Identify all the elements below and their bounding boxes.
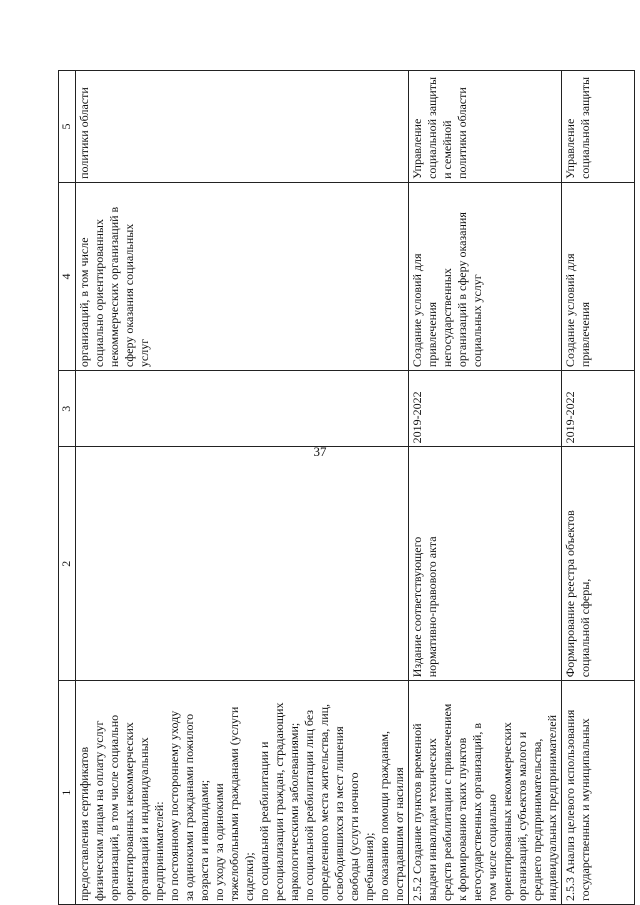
table-row (562, 71, 635, 905)
table-cell (562, 71, 635, 183)
table-cell (409, 447, 562, 681)
table-cell (562, 182, 635, 370)
cell-text: Создание условий для привлечения негосударственных организаций в сферу оказания социальных услуг (410, 212, 484, 368)
table-cell (409, 182, 562, 370)
cell-text: 2019-2022 (563, 391, 577, 444)
measures-table (58, 70, 635, 905)
table-cell (76, 447, 409, 681)
cell-text: Формирование реестра объектов социальной сферы, (563, 510, 592, 678)
cell-text: политики области (77, 87, 91, 179)
table-row (409, 71, 562, 905)
rotated-table-container (58, 70, 620, 905)
cell-text: 2019-2022 (410, 391, 424, 444)
table-row (76, 71, 409, 905)
table-header-row (59, 71, 76, 905)
column-header: 1 (59, 681, 76, 905)
cell-text: Управление социальной защиты и семейной политики области (410, 76, 469, 179)
table-cell (409, 71, 562, 183)
cell-text: организаций, в том числе социально ориентированных некоммерческих организаций в сферу оказания социальных услуг (77, 206, 151, 368)
table-cell (76, 681, 409, 905)
column-header: 4 (59, 182, 76, 370)
table-cell (409, 681, 562, 905)
table-cell (76, 371, 409, 447)
table-cell (76, 182, 409, 370)
column-header: 5 (59, 71, 76, 183)
cell-text: Издание соответствующего нормативно-правового акта (410, 536, 439, 678)
table-cell (409, 371, 562, 447)
cell-text: Создание условий для привлечения (563, 253, 592, 368)
cell-text: 2.5.3 Анализ целевого использования государственных и муниципальных (563, 709, 592, 901)
table-cell (562, 681, 635, 905)
cell-text: 2.5.2 Создание пунктов временной выдачи инвалидам технических средств реабилитации с привлечением к формированию таких пунктов негосударственных организаций, в том числе социально ориентированных некоммерческих организаций, субъектов малого и среднего предпринимательства, индивидуальных предпринимателей (410, 703, 559, 901)
table-cell (76, 71, 409, 183)
page-number: 37 (313, 444, 327, 459)
cell-text: Управление социальной защиты (563, 76, 592, 179)
table-cell (562, 447, 635, 681)
table-cell (562, 371, 635, 447)
cell-text: предоставления сертификатов физическим лицам на оплату услуг организаций, в том числе социально ориентированных некоммерческих организаций и индивидуальных предпринимателей: по постоянному постороннему уходу за одинокими гражданами пожилого возраста и инвалидами; по уходу за одинокими тяжелобольными гражданами (услуги сиделки); по социальной реабилитации и ресоциализации граждан, страдающих наркологическими заболеваниями; по социальной реабилитации лиц без определенного места жительства, лиц, освободившихся из мест лишения свободы (услуги ночного пребывания); по оказанию помощи гражданам, пострадавшим от насилия (77, 702, 406, 901)
column-header: 3 (59, 371, 76, 447)
column-header: 2 (59, 447, 76, 681)
